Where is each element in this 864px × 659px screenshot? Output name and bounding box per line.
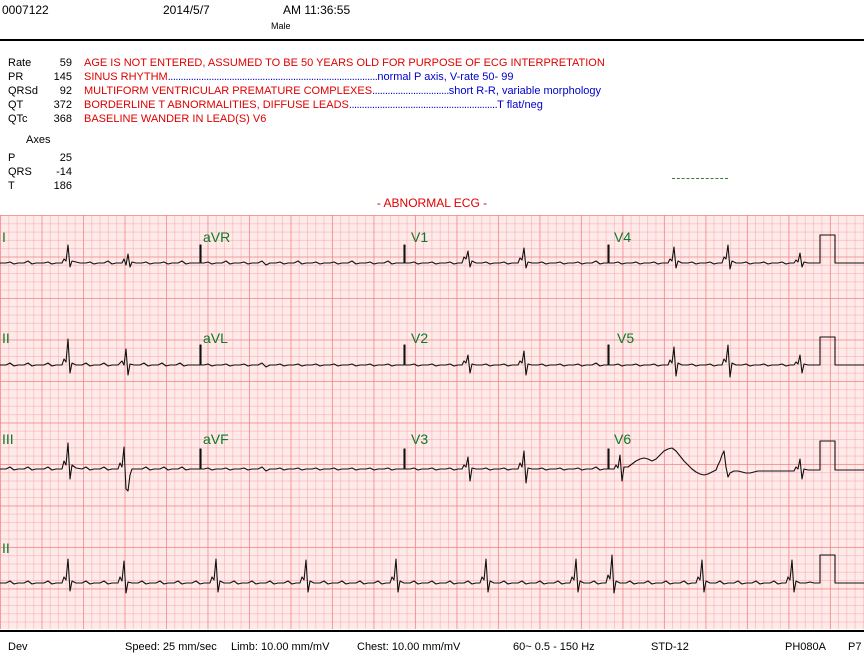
measure-value-qrsd: 92 — [59, 85, 72, 97]
footer-model: PH080A — [785, 641, 826, 653]
lead-label-v5: V5 — [617, 330, 635, 346]
axes-title: Axes — [26, 134, 51, 146]
patient-id: 0007122 — [2, 3, 49, 17]
statement-detail-3: short R-R, variable morphology — [448, 85, 601, 97]
lead-label-ii: II — [2, 330, 10, 346]
measure-value-rate: 59 — [59, 57, 72, 69]
axis-value-t: 186 — [53, 180, 72, 192]
statement-dots-3: .............................. — [372, 85, 449, 97]
interpretation-statement-4 — [84, 99, 543, 112]
axis-label-p: P — [8, 152, 16, 164]
axis-value-p: 25 — [59, 152, 72, 164]
footer-chest: Chest: 10.00 mm/mV — [357, 641, 461, 653]
lead-label-avl: aVL — [203, 330, 228, 346]
exam-date: 2014/5/7 — [163, 3, 210, 17]
statement-text-5: BASELINE WANDER IN LEAD(S) V6 — [84, 113, 267, 125]
lead-label-i: I — [2, 229, 6, 245]
interpretation-statement-1 — [84, 57, 605, 70]
interpretation-statement-3 — [84, 85, 601, 98]
measure-label-qtc: QTc — [8, 113, 28, 125]
footer-speed: Speed: 25 mm/sec — [125, 641, 217, 653]
interpretation-statement-2 — [84, 71, 514, 84]
statement-dots-4: .......................................................... — [348, 99, 498, 111]
measure-label-rate: Rate — [8, 57, 32, 69]
lead-label-avf: aVF — [203, 431, 229, 447]
ecg-trace-row-4-rhythm — [0, 555, 864, 593]
statement-text-2: SINUS RHYTHM — [84, 71, 168, 83]
lead-label-v3: V3 — [411, 431, 429, 447]
measure-label-qt: QT — [8, 99, 24, 111]
statement-detail-4: T flat/neg — [497, 99, 543, 111]
lead-label-v1: V1 — [411, 229, 429, 245]
lead-label-v4: V4 — [614, 229, 632, 245]
lead-label-v2: V2 — [411, 330, 429, 346]
ecg-trace-row-1 — [0, 235, 864, 269]
statement-dots-2: .................................................................................. — [167, 71, 378, 83]
measure-label-pr: PR — [8, 71, 24, 83]
patient-sex: Male — [271, 21, 291, 31]
abnormal-ecg-banner: - ABNORMAL ECG - — [376, 196, 488, 210]
lead-label-iii: III — [2, 431, 14, 447]
statement-detail-2: normal P axis, V-rate 50- 99 — [377, 71, 514, 83]
measure-value-qt: 372 — [53, 99, 72, 111]
measure-label-qrsd: QRSd — [8, 85, 38, 97]
axis-label-t: T — [8, 180, 15, 192]
document-header — [0, 0, 864, 38]
footer-page: P7 — [848, 641, 862, 653]
measure-value-qtc: 368 — [53, 113, 72, 125]
axis-value-qrs: -14 — [56, 166, 72, 178]
ecg-trace-row-2 — [0, 337, 864, 377]
ecg-waveform-area — [0, 215, 864, 629]
footer-divider — [0, 630, 864, 632]
ecg-trace-row-3 — [0, 441, 864, 491]
measurements-panel — [0, 46, 864, 196]
header-divider — [0, 39, 864, 41]
statement-text-3: MULTIFORM VENTRICULAR PREMATURE COMPLEXES — [84, 85, 373, 97]
lead-label-avr: aVR — [203, 229, 231, 245]
lead-label-rhythm-ii: II — [2, 540, 10, 556]
lead-label-v6: V6 — [614, 431, 632, 447]
statement-text-1: AGE IS NOT ENTERED, ASSUMED TO BE 50 YEARS OLD FOR PURPOSE OF ECG INTERPRETATION — [84, 57, 605, 69]
calibration-dash-marker — [672, 178, 728, 179]
document-footer — [0, 636, 864, 659]
footer-device: Dev — [8, 641, 28, 653]
axis-label-qrs: QRS — [8, 166, 32, 178]
exam-time: AM 11:36:55 — [283, 3, 351, 17]
footer-limb: Limb: 10.00 mm/mV — [231, 641, 330, 653]
footer-filter: 60~ 0.5 - 150 Hz — [513, 641, 595, 653]
interpretation-statement-5 — [84, 113, 266, 126]
measure-value-pr: 145 — [53, 71, 72, 83]
footer-standard: STD-12 — [651, 641, 689, 653]
statement-text-4: BORDERLINE T ABNORMALITIES, DIFFUSE LEADS — [84, 99, 349, 111]
ecg-traces — [0, 215, 864, 629]
